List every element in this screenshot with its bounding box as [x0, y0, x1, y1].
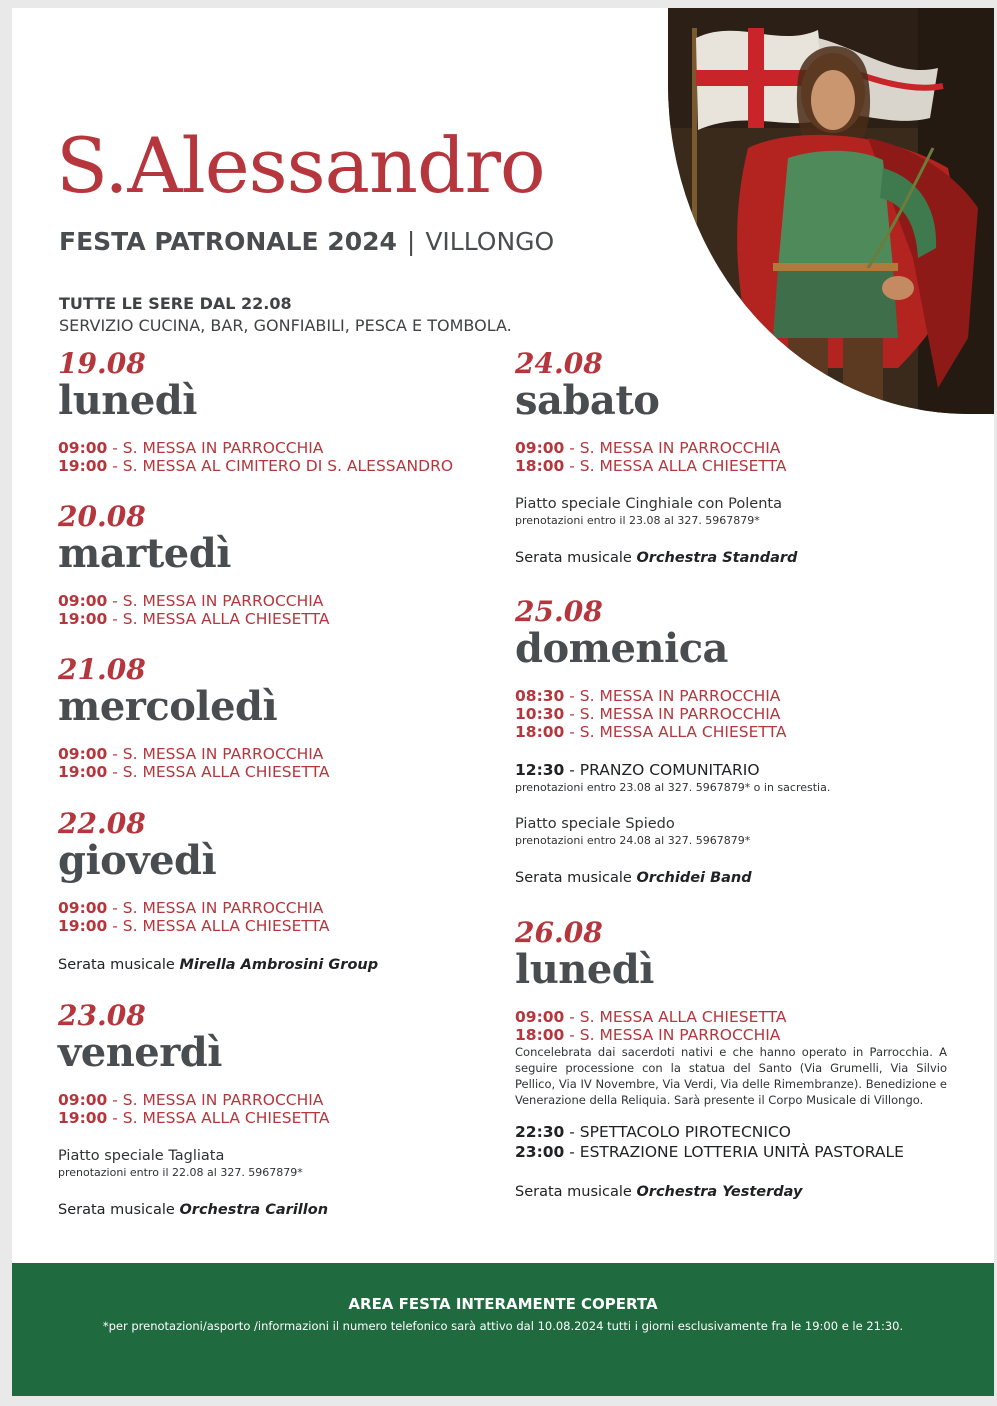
day-25-08: [515, 597, 830, 886]
event-text: - S. MESSA IN PARROCCHIA: [107, 1091, 324, 1109]
poster: [12, 8, 994, 1396]
event-item: [58, 1109, 329, 1127]
piatto-speciale: Piatto speciale Tagliata: [58, 1148, 225, 1164]
event-list: [58, 745, 329, 781]
serata-label: Serata musicale: [515, 1184, 637, 1200]
serata-label: Serata musicale: [58, 957, 180, 973]
event-time: 19:00: [58, 917, 108, 935]
day-date: 26.08: [515, 916, 603, 949]
intro: [59, 293, 512, 337]
event-text: - S. MESSA ALLA CHIESETTA: [107, 610, 330, 628]
piatto-note: prenotazioni entro il 22.08 al 327. 5967879*: [58, 1166, 303, 1179]
event-list: [58, 1091, 329, 1127]
day-date: 25.08: [515, 595, 603, 628]
pranzo-comunitario: [515, 761, 830, 779]
day-date: 24.08: [515, 347, 603, 380]
day-name: lunedì: [515, 946, 654, 993]
event-item: [515, 1008, 947, 1026]
event-time: 23:00: [515, 1143, 565, 1161]
day-20-08: [58, 502, 329, 628]
event-item: [515, 457, 797, 475]
day-date: 23.08: [58, 999, 146, 1032]
event-time: 10:30: [515, 705, 565, 723]
event-text: - S. MESSA IN PARROCCHIA: [107, 745, 324, 763]
day-name: domenica: [515, 625, 728, 672]
subtitle-event: FESTA PATRONALE 2024: [59, 227, 397, 256]
day-26-08: [515, 918, 947, 1200]
event-text: - S. MESSA IN PARROCCHIA: [107, 899, 324, 917]
serata-name: Mirella Ambrosini Group: [179, 957, 379, 973]
day-date: 22.08: [58, 807, 146, 840]
event-text: - S. MESSA AL CIMITERO DI S. ALESSANDRO: [107, 457, 454, 475]
event-time: 22:30: [515, 1123, 565, 1141]
event-text: - S. MESSA ALLA CHIESETTA: [107, 763, 330, 781]
day-name: lunedì: [58, 377, 197, 424]
event-text: - ESTRAZIONE LOTTERIA UNITÀ PASTORALE: [564, 1143, 904, 1161]
footer-banner: [12, 1263, 994, 1396]
event-item: [515, 723, 830, 741]
event-item: [515, 1122, 947, 1142]
event-time: 08:30: [515, 687, 565, 705]
event-item: [58, 457, 453, 475]
event-time: 19:00: [58, 457, 108, 475]
event-text: - S. MESSA IN PARROCCHIA: [564, 1026, 781, 1044]
event-text: - SPETTACOLO PIROTECNICO: [564, 1123, 791, 1141]
event-list: [515, 687, 830, 741]
event-time: 09:00: [58, 592, 108, 610]
event-item: [58, 592, 329, 610]
serata-musicale: [515, 550, 797, 566]
event-item: [58, 899, 378, 917]
serata-musicale: [58, 957, 378, 973]
event-time: 09:00: [58, 745, 108, 763]
event-text: - PRANZO COMUNITARIO: [564, 761, 760, 779]
event-text: - S. MESSA ALLA CHIESETTA: [564, 1008, 787, 1026]
day-date: 19.08: [58, 347, 146, 380]
day-24-08: [515, 349, 797, 566]
piatto-note: prenotazioni entro 24.08 al 327. 5967879*: [515, 834, 751, 847]
day-name: giovedì: [58, 837, 217, 884]
serata-label: Serata musicale: [515, 870, 637, 886]
serata-musicale: [515, 1184, 947, 1200]
footer-note: *per prenotazioni/asporto /informazioni il numero telefonico sarà attivo dal 10.08.2024 tutti i giorni esclusivamente fra le 19:00 e le 21:30.: [102, 1319, 904, 1333]
event-time: 09:00: [58, 899, 108, 917]
event-text: - S. MESSA IN PARROCCHIA: [564, 439, 781, 457]
event-time: 19:00: [58, 1109, 108, 1127]
event-item: [58, 1091, 329, 1109]
event-time: 09:00: [515, 1008, 565, 1026]
event-list: [58, 899, 378, 935]
piatto-note: prenotazioni entro il 23.08 al 327. 5967879*: [515, 514, 760, 527]
event-text: - S. MESSA ALLA CHIESETTA: [564, 723, 787, 741]
event-text: - S. MESSA IN PARROCCHIA: [107, 592, 324, 610]
day-name: venerdì: [58, 1029, 222, 1076]
day-name: martedì: [58, 530, 231, 577]
serata-musicale: [58, 1202, 329, 1218]
day-date: 21.08: [58, 653, 146, 686]
event-item: [515, 687, 830, 705]
serata-label: Serata musicale: [58, 1202, 180, 1218]
event-item: [515, 1026, 947, 1044]
event-list: [58, 592, 329, 628]
event-time: 18:00: [515, 457, 565, 475]
intro-line-1: TUTTE LE SERE DAL 22.08: [59, 294, 292, 313]
event-list: [58, 439, 453, 475]
event-text: - S. MESSA IN PARROCCHIA: [564, 705, 781, 723]
event-item: [58, 763, 329, 781]
page-title: S.Alessandro: [56, 121, 545, 210]
subtitle: [59, 227, 554, 256]
piatto-speciale: Piatto speciale Cinghiale con Polenta: [515, 496, 782, 512]
event-item: [58, 745, 329, 763]
event-item: [515, 1142, 947, 1162]
event-time: 19:00: [58, 610, 108, 628]
event-time: 12:30: [515, 761, 565, 779]
serata-name: Orchidei Band: [636, 870, 752, 886]
event-list: [515, 439, 797, 475]
day-name: sabato: [515, 377, 660, 424]
intro-line-2: SERVIZIO CUCINA, BAR, GONFIABILI, PESCA E TOMBOLA.: [59, 316, 512, 335]
event-time: 09:00: [58, 439, 108, 457]
event-text: - S. MESSA IN PARROCCHIA: [107, 439, 324, 457]
event-time: 09:00: [58, 1091, 108, 1109]
serata-name: Orchestra Yesterday: [636, 1184, 803, 1200]
pranzo-note: prenotazioni entro 23.08 al 327. 5967879* o in sacrestia.: [515, 781, 831, 794]
footer-headline: AREA FESTA INTERAMENTE COPERTA: [348, 1295, 658, 1313]
event-text: - S. MESSA IN PARROCCHIA: [564, 687, 781, 705]
serata-label: Serata musicale: [515, 550, 637, 566]
event-text: - S. MESSA ALLA CHIESETTA: [107, 1109, 330, 1127]
event-text: - S. MESSA ALLA CHIESETTA: [107, 917, 330, 935]
event-time: 19:00: [58, 763, 108, 781]
subtitle-separator: |: [406, 227, 416, 256]
event-time: 09:00: [515, 439, 565, 457]
day-21-08: [58, 655, 329, 781]
event-item: [515, 705, 830, 723]
event-item: [58, 610, 329, 628]
event-time: 18:00: [515, 723, 565, 741]
serata-name: Orchestra Standard: [636, 550, 798, 566]
event-text: - S. MESSA ALLA CHIESETTA: [564, 457, 787, 475]
day-22-08: [58, 809, 378, 973]
procession-description: Concelebrata dai sacerdoti nativi e che hanno operato in Parrocchia. A seguire processione con la statua del Santo (Via Grumelli, Via Silvio Pellico, Via IV Novembre, Via Verdi, Via delle Rimembranze). Benedizione e Venerazione della Reliquia. Sarà presente il Corpo Musicale di Villongo.: [515, 1045, 947, 1107]
event-item: [58, 917, 378, 935]
event-list: [515, 1008, 947, 1044]
day-name: mercoledì: [58, 683, 278, 730]
late-event-list: [515, 1122, 947, 1162]
event-item: [515, 439, 797, 457]
event-item: [58, 439, 453, 457]
day-date: 20.08: [58, 500, 146, 533]
piatto-speciale: Piatto speciale Spiedo: [515, 816, 675, 832]
day-19-08: [58, 349, 453, 475]
event-time: 18:00: [515, 1026, 565, 1044]
serata-name: Orchestra Carillon: [179, 1202, 329, 1218]
serata-musicale: [515, 870, 830, 886]
day-23-08: [58, 1001, 329, 1218]
subtitle-place: VILLONGO: [425, 227, 555, 256]
